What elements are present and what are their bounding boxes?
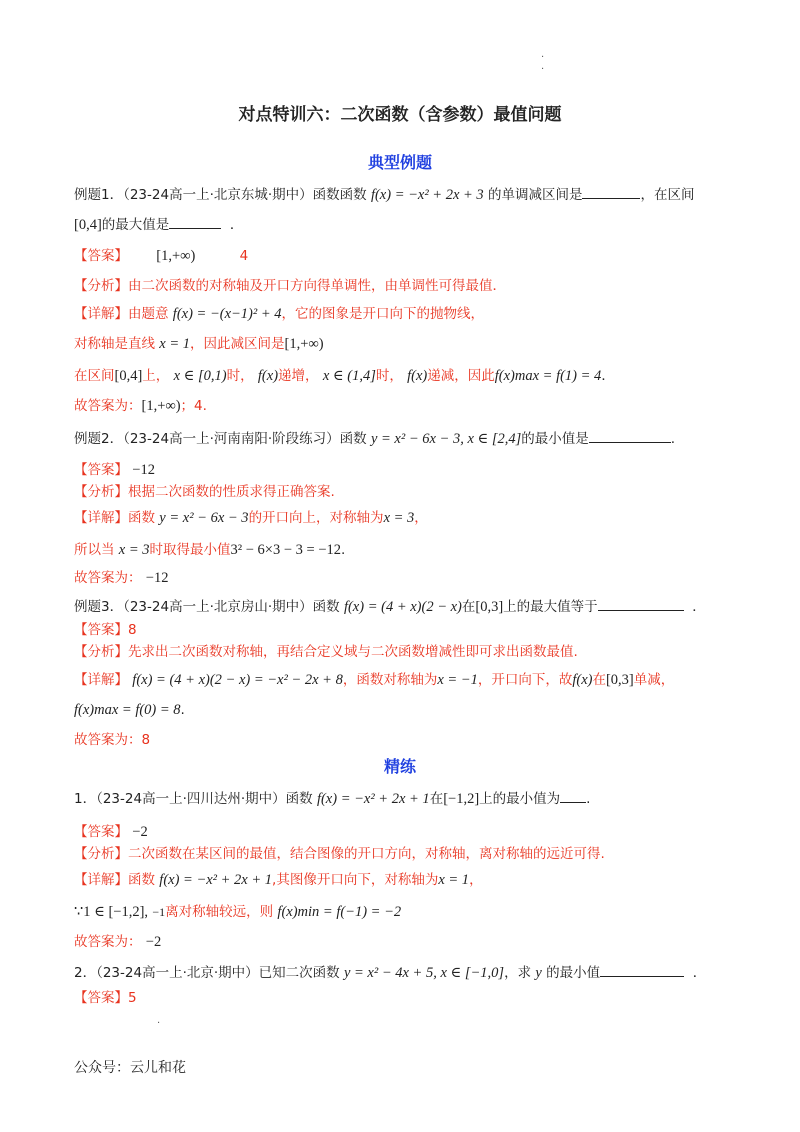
p1-analysis-text: 二次函数在某区间的最值，结合图像的开口方向，对称轴，离对称轴的远近可得.	[128, 846, 605, 862]
p1-d2-point: −1	[152, 905, 166, 919]
ex1-d3-interval1: [0,4]	[114, 368, 143, 384]
p1-q-prefix: 1．（23-24高一上·四川达州·期中）函数	[74, 791, 313, 807]
ex3-q-mid: 在	[461, 599, 476, 615]
ex1-question-line1	[74, 184, 694, 205]
ex3-d1-a: ，函数对称轴为	[342, 672, 438, 688]
ex1-d1-a: 由题意	[128, 306, 169, 322]
ex1-q-mid2: ，在区间	[640, 187, 695, 203]
ex1-concl-b: ；4.	[180, 398, 207, 414]
section-practice-title: 精练	[383, 757, 416, 776]
ex2-detail-tag: 【详解】	[74, 510, 128, 526]
p1-answer	[74, 822, 148, 842]
ex1-answer-2: 4	[239, 248, 249, 264]
ex1-d2-a: 对称轴是直线	[74, 336, 155, 352]
ex1-concl-interval: [1,+∞)	[141, 398, 181, 414]
p2-q-end: ．	[692, 965, 707, 981]
p1-detail-line1	[74, 870, 483, 890]
ex1-d3-end: ．	[601, 368, 615, 384]
ex3-q-func: f(x) = (4 + x)(2 − x)	[343, 599, 462, 615]
p1-q-end: .	[586, 791, 591, 807]
p1-d1-a: 函数	[128, 872, 155, 888]
p1-conclusion	[74, 932, 161, 952]
ex3-q-prefix: 例题3．（23-24高一上·北京房山·期中）函数	[74, 599, 340, 615]
ex3-analysis-text: 先求出二次函数对称轴，再结合定义域与二次函数增减性即可求出函数最值.	[128, 644, 578, 660]
ex1-d2-b: ，因此减区间是	[190, 336, 285, 352]
ex2-q-prefix: 例题2．（23-24高一上·河南南阳·阶段练习）函数	[74, 431, 367, 447]
ex2-d2-a: 所以当	[74, 542, 115, 558]
ex3-d1-b: ，开口向下，故	[477, 672, 573, 688]
ex3-q-end: ．	[692, 599, 706, 615]
p1-concl-b: −2	[145, 934, 162, 950]
ex3-question	[74, 596, 706, 617]
ex3-concl-a: 故答案为：	[74, 732, 142, 748]
p1-answer-value: −2	[132, 824, 148, 840]
ex2-analysis	[74, 482, 335, 502]
p1-question	[74, 788, 590, 809]
p1-q-mid: 在	[429, 791, 444, 807]
ex2-question	[74, 428, 675, 449]
p1-d2-cond: ∵1 ∈ [−1,2],	[74, 904, 149, 920]
ex3-d2-end: .	[180, 702, 185, 718]
ex2-analysis-tag: 【分析】	[74, 484, 128, 500]
p2-q-suffix: 的最小值	[546, 965, 601, 981]
ex3-d1-interval: [0,3]	[605, 672, 634, 688]
section-typical-title: 典型例题	[367, 153, 432, 172]
ex1-concl-a: 故答案为：	[74, 398, 142, 414]
ex1-d3-a: 在区间	[74, 368, 115, 384]
ex2-detail-line1	[74, 508, 428, 528]
p2-q-prefix: 2．（23-24高一上·北京·期中）已知二次函数	[74, 965, 340, 981]
p1-answer-tag: 【答案】	[74, 824, 128, 840]
ex1-d2-func: x = 1	[159, 336, 191, 352]
ex1-q-suffix: 的最大值是	[101, 217, 170, 233]
ex2-d1-func: y = x² − 6x − 3	[159, 510, 249, 526]
p1-d1-func: f(x) = −x² + 2x + 1	[159, 872, 273, 888]
p2-q-func: y = x² − 4x + 5, x ∈ [−1,0]	[343, 965, 505, 981]
ex2-concl-a: 故答案为：	[74, 570, 142, 586]
ex2-answer-value: −12	[132, 462, 155, 478]
p2-answer-tag: 【答案】	[74, 990, 128, 1006]
ex1-d3-interval3: x ∈ (1,4]	[322, 368, 376, 384]
ex3-d1-d: 单减，	[633, 672, 675, 688]
ex1-d1-b: ，它的图象是开口向下的抛物线，	[281, 306, 484, 322]
ex3-detail-line1	[74, 670, 674, 690]
ex1-answer-1: [1,+∞)	[156, 248, 196, 264]
p1-detail-tag: 【详解】	[74, 872, 128, 888]
main-title: 对点特训六：二次函数（含参数）最值问题	[238, 105, 562, 125]
ex3-concl-b: 8	[141, 732, 151, 748]
ex2-conclusion	[74, 568, 168, 588]
ex1-conclusion	[74, 396, 207, 416]
ex2-d1-a: 函数	[128, 510, 155, 526]
ex1-d2-interval: [1,+∞)	[284, 336, 324, 352]
ex3-conclusion	[74, 730, 150, 750]
ex3-answer-value: 8	[128, 622, 137, 638]
ex1-d1-func: f(x) = −(x−1)² + 4	[172, 306, 282, 322]
p1-d1-b: ,其图像开口向下，对称轴为	[272, 872, 439, 888]
stray-dot-top: ·	[541, 52, 545, 63]
p2-answer	[74, 988, 137, 1008]
ex2-q-func: y = x² − 6x − 3, x ∈ [2,4]	[370, 431, 522, 447]
ex3-analysis-tag: 【分析】	[74, 644, 128, 660]
ex2-analysis-text: 根据二次函数的性质求得正确答案.	[128, 484, 335, 500]
ex1-q-func: f(x) = −x² + 2x + 3	[370, 187, 484, 203]
p2-answer-value: 5	[128, 990, 137, 1006]
ex1-d3-g: 递减，因此	[427, 368, 495, 384]
ex3-answer	[74, 620, 137, 640]
ex1-detail-line1	[74, 304, 484, 324]
ex1-question-line2	[74, 214, 243, 235]
ex3-blank	[598, 596, 684, 611]
p1-q-suffix: 上的最小值为	[479, 791, 561, 807]
stray-dot-top-2: ·	[541, 64, 545, 75]
p1-d1-axis: x = 1	[438, 872, 470, 888]
ex3-d1-fx: f(x)	[572, 672, 593, 688]
ex2-detail-line2	[74, 540, 345, 560]
ex3-q-suffix: 上的最大值等于	[503, 599, 598, 615]
ex2-q-end: .	[670, 431, 676, 447]
ex2-d1-c: ，	[414, 510, 428, 526]
footer-wechat: 公众号：云儿和花	[74, 1060, 186, 1076]
ex1-blank-1	[582, 184, 640, 199]
ex2-d2-x: x = 3	[118, 542, 150, 558]
ex1-d3-f1: f(x)	[257, 368, 279, 384]
ex1-analysis-text: 由二次函数的对称轴及开口方向得单调性，由单调性可得最值．	[128, 278, 506, 294]
stray-dot-bottom: ·	[157, 1018, 161, 1029]
ex3-d1-func: f(x) = (4 + x)(2 − x) = −x² − 2x + 8	[132, 672, 343, 688]
ex1-q-mid: 的单调减区间是	[487, 187, 583, 203]
p2-q-mid: ，求	[504, 965, 532, 981]
p1-d2-a: 离对称轴较远，则	[165, 904, 274, 920]
p1-d2-min: f(x)min = f(−1) = −2	[277, 904, 402, 920]
ex2-d2-calc: 3² − 6×3 − 3 = −12	[230, 542, 342, 558]
ex2-d2-b: 时取得最小值	[149, 542, 231, 558]
ex3-d2-max: f(x)max = f(0) = 8	[74, 702, 181, 718]
p2-question	[74, 962, 706, 983]
p1-analysis-tag: 【分析】	[74, 846, 128, 862]
p2-q-var: y	[535, 965, 542, 981]
ex1-detail-tag: 【详解】	[74, 306, 128, 322]
ex1-detail-line3	[74, 366, 615, 386]
ex1-answer-tag: 【答案】	[74, 248, 128, 264]
ex2-q-suffix: 的最小值是	[521, 431, 589, 447]
ex2-answer-tag: 【答案】	[74, 462, 128, 478]
ex3-analysis	[74, 642, 578, 662]
ex1-d3-interval2: x ∈ [0,1)	[173, 368, 227, 384]
p1-d1-c: ，	[469, 872, 483, 888]
p1-concl-a: 故答案为：	[74, 934, 142, 950]
ex1-blank-2	[169, 214, 221, 229]
p1-analysis	[74, 844, 605, 864]
ex3-d1-axis: x = −1	[437, 672, 478, 688]
ex1-d3-d: 递增，	[278, 368, 319, 384]
ex1-d3-c: 时，	[226, 368, 254, 384]
p1-q-func: f(x) = −x² + 2x + 1	[316, 791, 430, 807]
p1-q-interval: [−1,2]	[443, 791, 480, 807]
p1-detail-line2	[74, 902, 401, 922]
ex1-q-interval: [0,4]	[74, 217, 102, 233]
ex1-d3-f2: f(x)	[407, 368, 428, 384]
ex1-d3-e: 时，	[375, 368, 403, 384]
p1-blank	[560, 788, 586, 803]
ex1-detail-line2	[74, 334, 324, 354]
ex3-d1-c: 在	[592, 672, 606, 688]
ex1-answer	[74, 246, 248, 266]
ex3-detail-tag: 【详解】	[74, 672, 128, 688]
ex2-d1-b: 的开口向上，对称轴为	[248, 510, 384, 526]
ex1-d3-max: f(x)max = f(1) = 4	[494, 368, 602, 384]
ex1-analysis-tag: 【分析】	[74, 278, 128, 294]
ex2-blank	[589, 428, 671, 443]
p2-blank	[600, 962, 684, 977]
ex3-answer-tag: 【答案】	[74, 622, 128, 638]
ex1-q-end: ．	[229, 217, 244, 233]
ex3-q-interval: [0,3]	[475, 599, 504, 615]
ex1-d3-b: 上，	[142, 368, 170, 384]
ex1-analysis	[74, 276, 506, 296]
ex1-q-prefix: 例题1．（23-24高一上·北京东城·期中）函数函数	[74, 187, 367, 203]
ex2-d2-end: .	[341, 542, 346, 558]
ex3-detail-line2	[74, 700, 185, 720]
ex2-answer	[74, 460, 155, 480]
ex2-d1-axis: x = 3	[383, 510, 415, 526]
ex2-concl-b: −12	[145, 570, 169, 586]
